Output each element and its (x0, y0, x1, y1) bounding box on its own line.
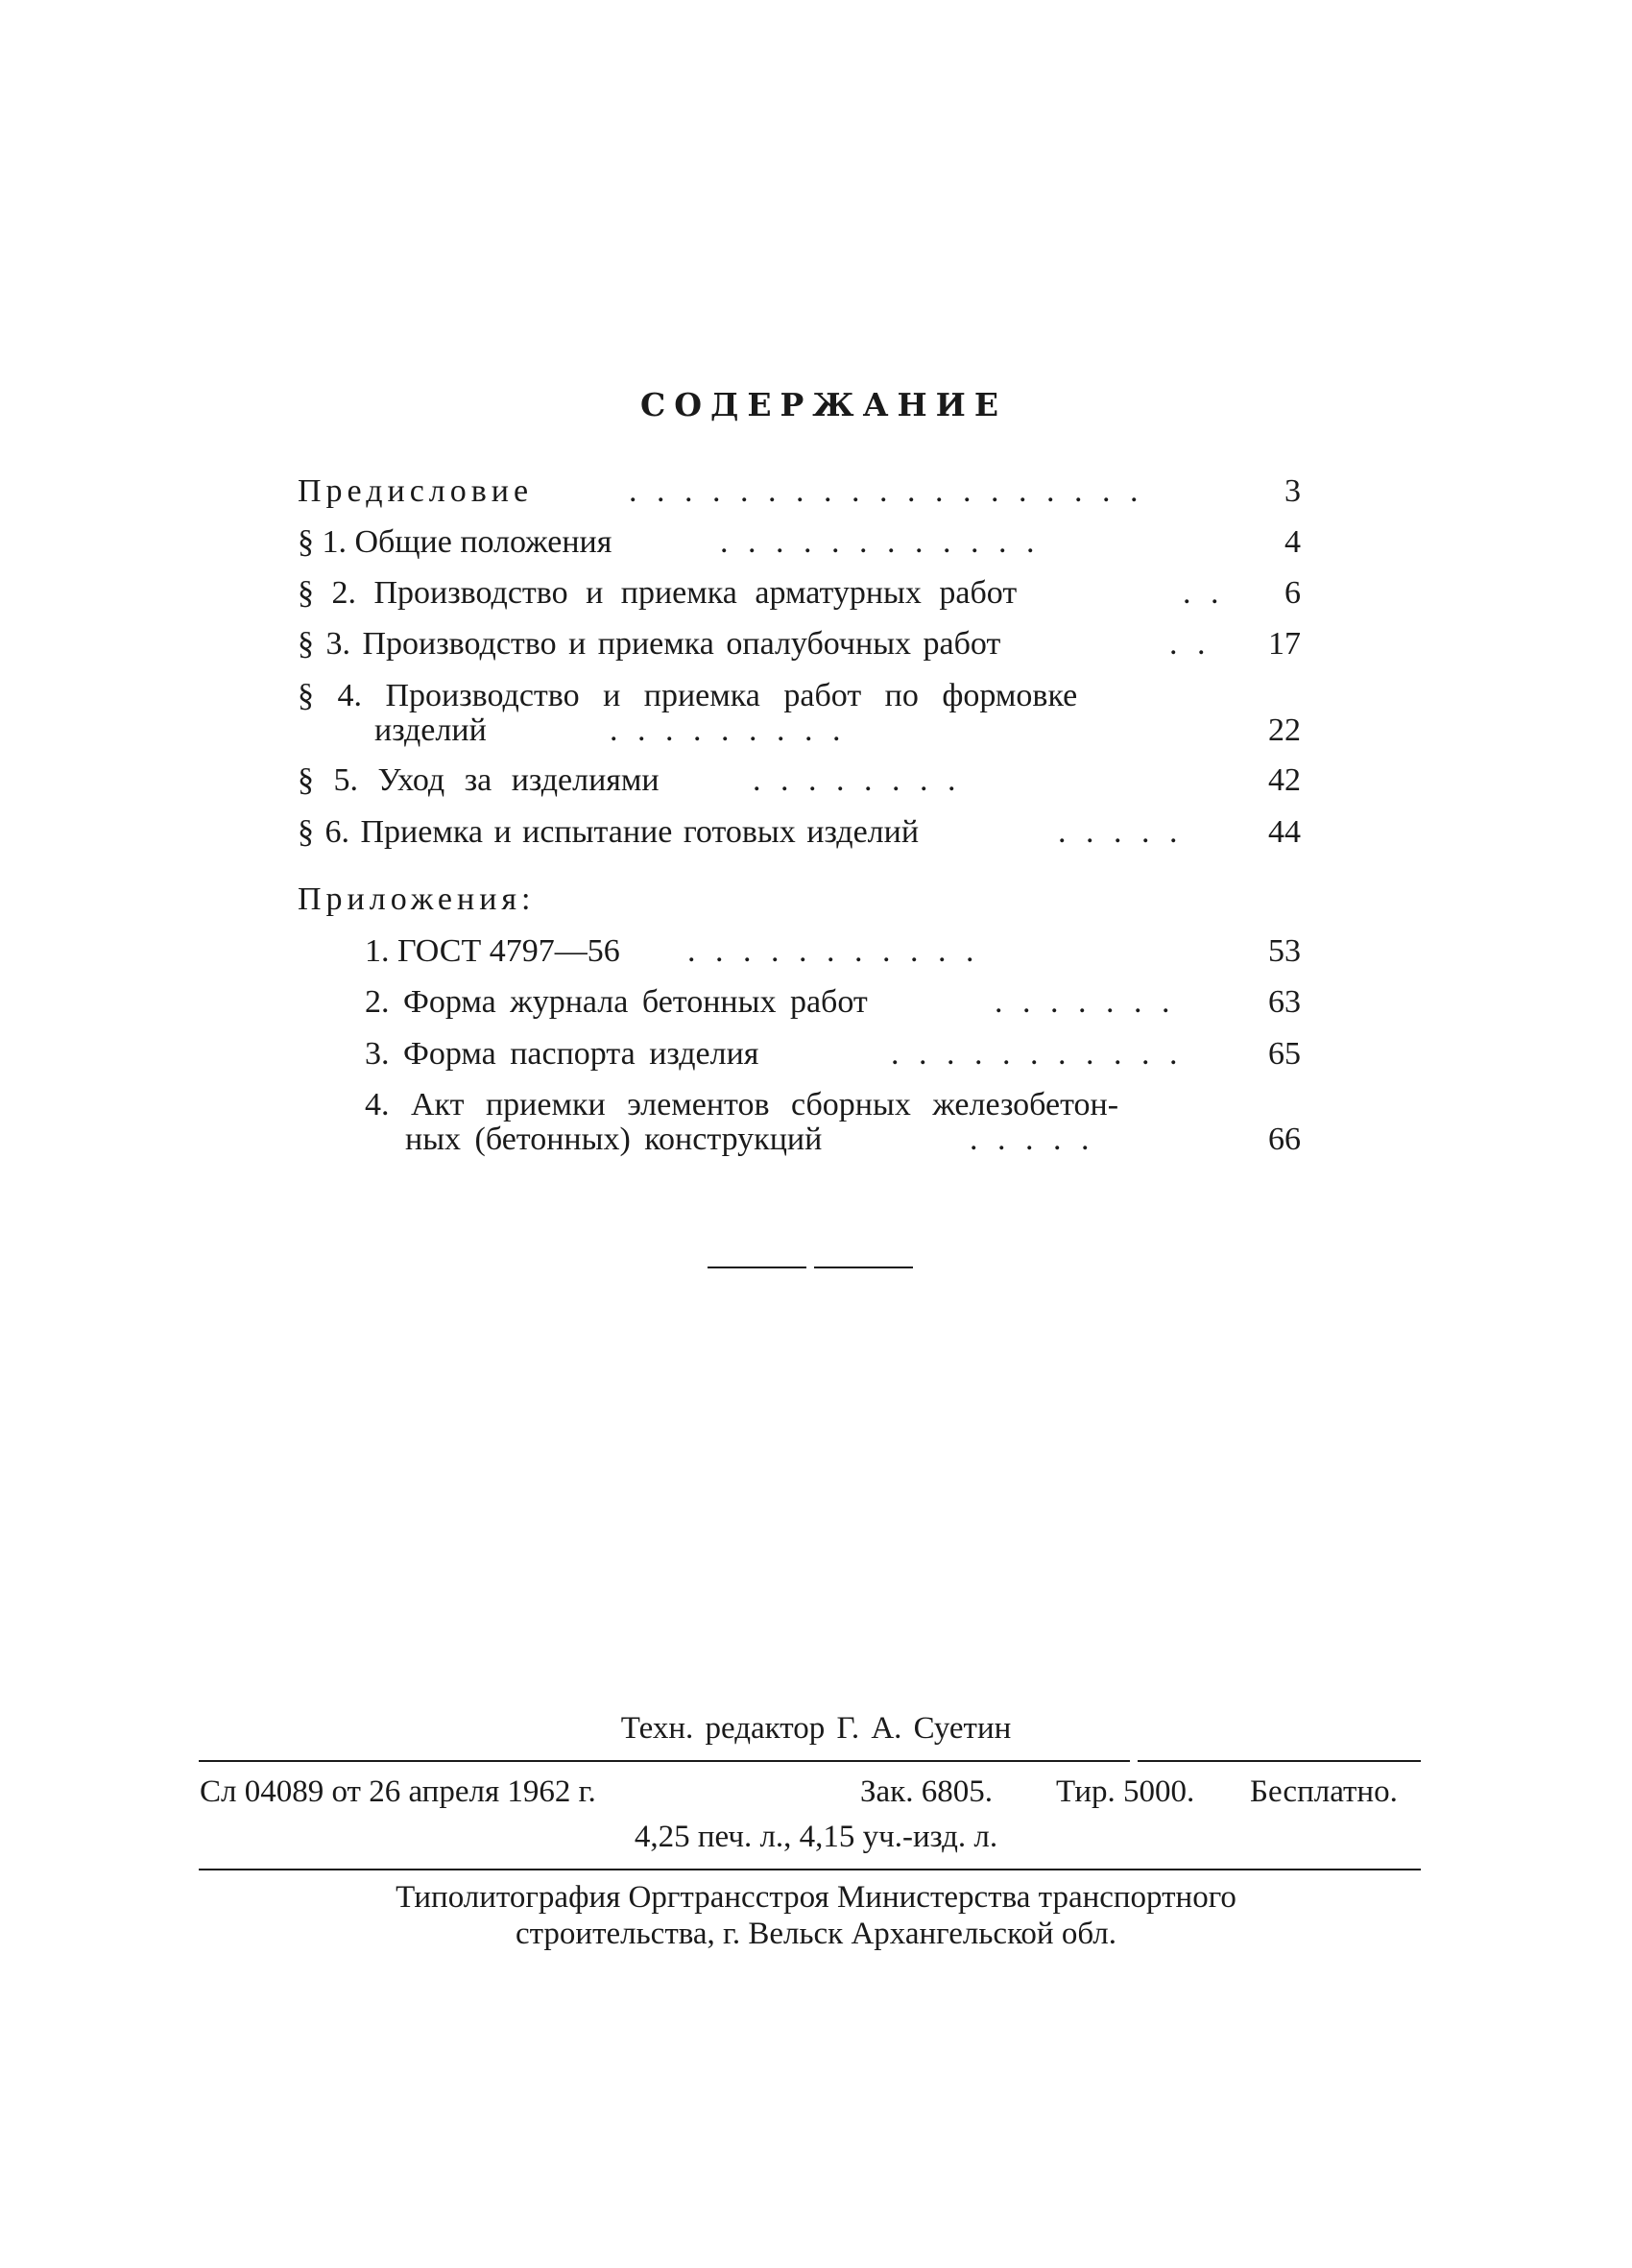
dot-leader: . . . . . . . . . . . (687, 933, 980, 969)
toc-item-label: § 6. Приемка и испытание готовых изделий (298, 814, 920, 850)
dot-leader: . . . . . (970, 1122, 1095, 1157)
appendix-item-4 (298, 1087, 1301, 1164)
separator-rule-left (708, 1267, 806, 1268)
dot-leader: . . . . . (1058, 814, 1184, 850)
appendix-item-label: 2. Форма журнала бетонных работ (365, 984, 868, 1020)
toc-item-page: 3 (1284, 473, 1301, 509)
page-title: СОДЕРЖАНИЕ (639, 386, 1007, 423)
appendix-item-label: 1. ГОСТ 4797—56 (365, 933, 620, 969)
colophon-rule-top-right (1138, 1760, 1421, 1762)
appendix-item-page: 66 (1268, 1122, 1301, 1157)
appendix-item-label-cont: ных (бетонных) конструкций (405, 1122, 823, 1157)
toc-item-page: 44 (1268, 814, 1301, 850)
appendix-item-label: 3. Форма паспорта изделия (365, 1036, 759, 1072)
printer-line-2: строительства, г. Вельск Архангельской обл. (515, 1917, 1117, 1951)
colophon-rule-top-left (199, 1760, 1130, 1762)
toc-item-page: 42 (1268, 762, 1301, 798)
toc-item-page: 4 (1284, 524, 1301, 560)
appendix-heading: Приложения: (298, 881, 536, 917)
toc-item-page: 22 (1268, 712, 1301, 748)
colophon-rule-bottom (199, 1869, 1421, 1870)
dot-leader: . . . . . . . . . (610, 712, 847, 748)
toc-item-label: § 4. Производство и приемка работ по формовке (298, 678, 1078, 713)
toc-item-page: 6 (1284, 575, 1301, 611)
toc-item-label: § 2. Производство и приемка арматурных работ (298, 575, 1018, 611)
toc-item-label: § 5. Уход за изделиями (298, 762, 660, 798)
toc-item-label-cont: изделий (374, 712, 487, 748)
appendix-item-page: 63 (1268, 984, 1301, 1020)
appendix-item-page: 53 (1268, 933, 1301, 969)
toc-item-label: Предисловие (298, 473, 534, 509)
appendix-item-label: 4. Акт приемки элементов сборных железобетон- (365, 1087, 1119, 1122)
printer-line-1: Типолитография Оргтрансстроя Министерства транспортного (396, 1880, 1236, 1915)
toc-item-section-4 (298, 678, 1301, 755)
dot-leader: . . . . . . . . . . . (891, 1036, 1184, 1072)
appendix-item-page: 65 (1268, 1036, 1301, 1072)
dot-leader: . . . . . . . (995, 984, 1176, 1020)
print-run: Тир. 5000. (1056, 1774, 1195, 1809)
price: Бесплатно. (1250, 1774, 1398, 1809)
dot-leader: . . . . . . . . . . . . (720, 524, 1041, 560)
toc-item-page: 17 (1268, 626, 1301, 662)
print-volume: 4,25 печ. л., 4,15 уч.-изд. л. (634, 1820, 998, 1854)
toc-item-label: § 1. Общие положения (298, 524, 612, 560)
toc-item-label: § 3. Производство и приемка опалубочных работ (298, 626, 1001, 662)
order-number: Зак. 6805. (860, 1774, 993, 1809)
dot-leader: . . (1183, 575, 1225, 611)
dot-leader: . . . . . . . . . . . . . . . . . . . (629, 473, 1144, 509)
dot-leader: . . (1169, 626, 1212, 662)
separator-rule-right (814, 1267, 913, 1268)
license-number: Сл 04089 от 26 апреля 1962 г. (200, 1774, 596, 1809)
tech-editor: Техн. редактор Г. А. Суетин (620, 1711, 1012, 1746)
dot-leader: . . . . . . . . (753, 762, 962, 798)
